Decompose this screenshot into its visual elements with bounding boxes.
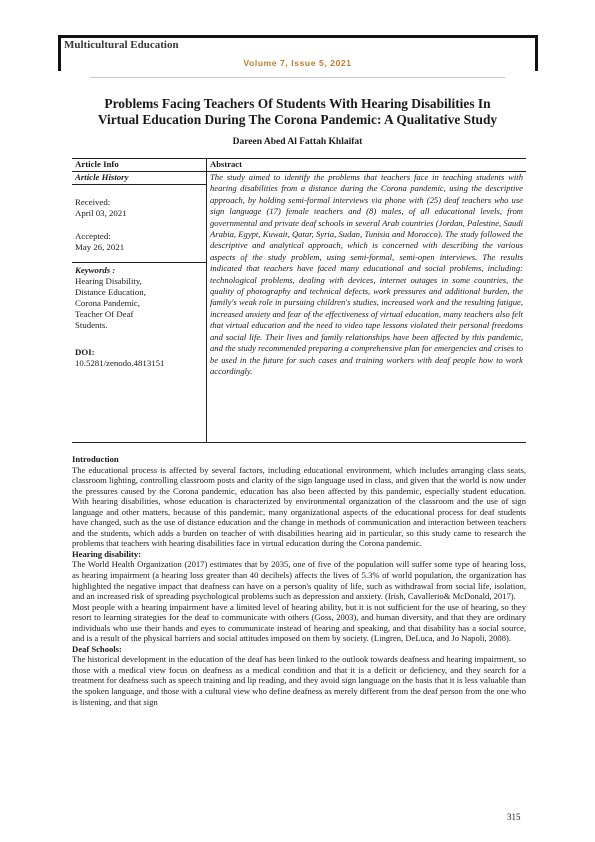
- page-number: 315: [507, 812, 521, 822]
- keyword-item: Hearing Disability,: [75, 276, 142, 286]
- section-heading-deaf-schools: Deaf Schools:: [72, 643, 122, 654]
- author-name: Dareen Abed Al Fattah Khlaifat: [232, 137, 363, 147]
- history-rule: [72, 184, 206, 185]
- article-body: [72, 454, 526, 707]
- title-line-2: Virtual Education During The Corona Pandemic: A Qualitative Study: [97, 112, 498, 127]
- keyword-item: Corona Pandemic,: [75, 298, 140, 308]
- accepted-date: May 26, 2021: [75, 242, 125, 252]
- keywords-label: Keywords :: [75, 265, 116, 275]
- section-heading-introduction: Introduction: [72, 454, 119, 464]
- header-divider: [90, 77, 505, 78]
- accepted-label: Accepted:: [75, 231, 111, 241]
- received-date: April 03, 2021: [75, 208, 127, 218]
- info-column-divider: [206, 158, 207, 442]
- title-line-1: Problems Facing Teachers Of Students With Hearing Disabilities In: [104, 96, 491, 111]
- article-info-heading: Article Info: [75, 159, 119, 169]
- volume-issue: Volume 7, Issue 5, 2021: [243, 58, 352, 68]
- doi-label: DOI:: [75, 347, 95, 357]
- keywords-rule: [72, 262, 206, 263]
- paragraph: The historical development in the education of the deaf has been linked to the outlook towards deafness and hearing impairment, so those with a medical view focus on deafness as a medical condition and that it is a deficit or deficiency, and they search for a treatment for deafness such as speech training and lip reading, and they avoid sign language on the basis that it is less valuable than the spoken language, and those with a cultural view who define deafness as merely different from the deaf person from the one who is listening, and that sign: [72, 654, 526, 707]
- paragraph: The World Health Organization (2017) estimates that by 2035, one of five of the population will suffer some type of hearing loss, as hearing impairment (a hearing loss greater than 40 decibels) affects the lives of 5.3% of world population, the organization has highlighted the negative impact that deafness can have on a person's quality of life, such as withdrawal from social life, isolation, and an increased risk of spreading psychological problems such as depression and anxiety. (Irish, Cavallerio& McDonald, 2017).: [72, 559, 526, 602]
- journal-name: Multicultural Education: [64, 39, 179, 51]
- article-history-label: Article History: [75, 172, 129, 182]
- abstract-heading: Abstract: [210, 159, 242, 169]
- abstract-text: The study aimed to identify the problems that teachers face in teaching students with hearing disabilities from a distance during the Corona pandemic, using the descriptive approach, by holding semi-formal interviews via phone with (25) deaf teachers who use sign language (17) female teachers and (8) males, of all educational levels, from governmental and private deaf schools in several Arab countries (Jordan, Palestine, Saudi Arabia, Egypt, Kuwait, Qatar, Syria, Sudan, Tunisia and Morocco). The study followed the descriptive and analytical approach, which is concerned with describing the various aspects of the study problem, using semi-formal, semi-open interviews. The results indicated that teachers have faced many educational and social problems, including: technological problems, dealing with devices, internet outages in some countries, the quality of photography and technical defects, work pressures and additional burden, the family's weak role in pursuing children's studies, increased work and the resulting fatigue, increased anxiety and fear of the effectiveness of virtual education, many teachers also felt that virtual education and the need to video tape lessons violated their personal freedoms and social life. Their lives and family relationships have been affected by this pandemic, and the study recommended preparing a comprehensive plan for emergencies and crises to be used in the future for such cases and training workers with deaf people how to work accordingly.: [210, 172, 523, 376]
- section-heading-hearing-disability: Hearing disability:: [72, 548, 141, 559]
- paper-title: [60, 96, 535, 128]
- paragraph: The educational process is affected by several factors, including educational environment, which includes arranging class seats, classroom lighting, controlling classroom posts and clarity of the sign language used in class, and given that the world is now under the pressures caused by the Corona pandemic, education has also been affected by this pandemic, especially student education. With hearing disabilities, whose education is characterized by environmental organization of the classroom and the use of sign language and other matters, because of this pandemic, many organizational aspects of the educational process for deaf students have changed, such as the use of distance education and the change in methods of communication and interaction between teachers and the students, which adds a burden on teacher of with disabilities hearing aid in particular, so this study came to research the problems that teachers with hearing disabilities face in virtual education during the Corona pandemic.: [72, 464, 526, 549]
- keyword-item: Distance Education,: [75, 287, 146, 297]
- keyword-item: Teacher Of Deaf: [75, 309, 134, 319]
- doi-link[interactable]: 10.5281/zenodo.4813151: [75, 358, 165, 368]
- header-top-bar: [58, 35, 538, 38]
- info-bottom-rule: [72, 442, 526, 443]
- received-label: Received:: [75, 197, 111, 207]
- paragraph: Most people with a hearing impairment have a limited level of hearing ability, but it is not sufficient for the use of hearing, so they resort to learning strategies for the deaf to communicate with others (Goss, 2003), and human diversity, and that they are ordinary individuals who use their hands and eyes to communicate instead of hearing and speaking, and that disability has a social source, and is a result of the physical barriers and social attitudes imposed on them by society. (Lingren, DeLuca, and Jo Napoli, 2008).: [72, 601, 526, 644]
- keyword-item: Students.: [75, 320, 108, 330]
